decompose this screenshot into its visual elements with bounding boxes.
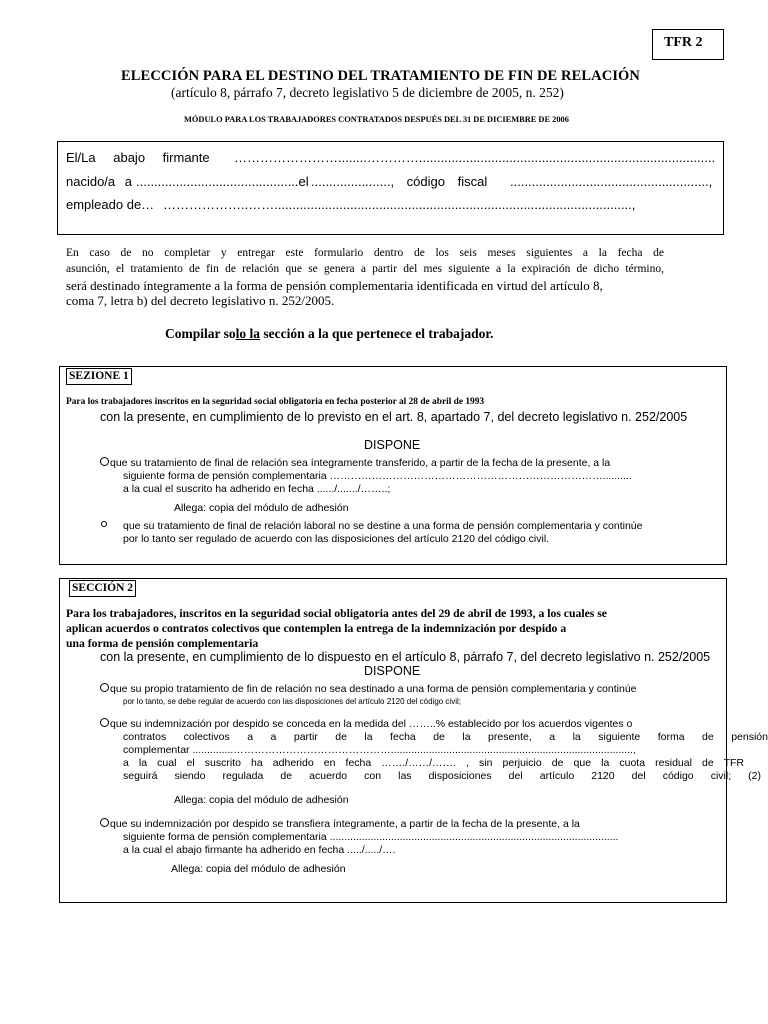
page-subtitle: (artículo 8, párrafo 7, decreto legislativo 5 de diciembre de 2005, n. 252): [171, 85, 564, 100]
instruction-pre: Compilar so: [165, 326, 236, 341]
section-2-attachment: Allega: copia del módulo de adhesión: [174, 794, 349, 806]
section-1-adhesion-date[interactable]: a la cual el suscrito ha adherido en fecha ....../......./……..;: [123, 483, 391, 495]
section-2-option-2-cont: seguirá siendo regulada de acuerdo con las disposiciones del artículo 2120 del código civil; (2): [123, 770, 761, 782]
employer-label: empleado de…: [66, 197, 155, 212]
section-2-attachment-2: Allega: copia del módulo de adhesión: [171, 863, 346, 875]
notice-line: asunción, el tratamiento de fin de relación que se genera a partir del mes siguiente a la expiración de dicho término,: [66, 263, 664, 275]
page-title: ELECCIÓN PARA EL DESTINO DEL TRATAMIENTO DE FIN DE RELACIÓN: [121, 68, 641, 84]
section-2-pension-field-2[interactable]: siguiente forma de pensión complementaria ...................................................................................................: [123, 831, 619, 843]
section-2-option-1[interactable]: [100, 683, 637, 695]
section-2-pension-field[interactable]: complementar ..............………………………………………...................................................................................,: [123, 744, 636, 756]
section-1-option-2[interactable]: que su tratamiento de final de relación laboral no se destine a una forma de pensión complementaria y continúe: [123, 520, 643, 532]
instruction-post: sección a la que pertenece el trabajador.: [260, 326, 494, 341]
section-2-adhesion-date[interactable]: a la cual el suscrito ha adherido en fecha ……./……/……. , sin perjuicio de que la cuota residual de TFR: [123, 757, 744, 769]
radio-icon[interactable]: [100, 818, 109, 827]
section-1-eligibility: Para los trabajadores inscritos en la seguridad social obligatoria en fecha posterior al 28 de abril de 1993: [66, 397, 485, 407]
section-2-eligibility: aplican acuerdos o contratos colectivos que contemplen la entrega de la indemnización por despido a: [66, 622, 567, 635]
section-1-option-2-radio[interactable]: [101, 520, 107, 532]
notice-line: será destinado íntegramente a la forma de pensión complementaria identificada en virtud del artículo 8,: [66, 278, 603, 293]
notice-line: coma 7, letra b) del decreto legislativo n. 252/2005.: [66, 293, 335, 308]
section-2-intro: con la presente, en cumplimiento de lo dispuesto en el artículo 8, párrafo 7, del decreto legislativo n. 252/2005: [100, 650, 711, 664]
option-text: que su indemnización por despido se transfiera íntegramente, a partir de la fecha de la presente, a la: [110, 818, 580, 830]
radio-icon[interactable]: [100, 683, 109, 692]
radio-icon[interactable]: [101, 521, 107, 527]
employer-field[interactable]: ………………..……...................................................................................................,: [163, 197, 636, 212]
section-1-dispone: DISPONE: [364, 438, 421, 452]
tax-code-field[interactable]: .......................................................,: [510, 174, 713, 189]
tax-code-label[interactable]: ......................, código fiscal: [311, 174, 488, 189]
section-2-option-3[interactable]: [100, 818, 580, 830]
module-line: MÓDULO PARA LOS TRABAJADORES CONTRATADOS DESPUÉS DEL 31 DE DICIEMBRE DE 2006: [184, 115, 569, 124]
instruction-underlined: lo la: [235, 326, 261, 341]
section-1-attachment: Allega: copia del módulo de adhesión: [174, 502, 349, 514]
option-text: que su indemnización por despido se conceda en la medida del ……..% establecido por los acuerdos vigentes o: [110, 718, 633, 730]
radio-icon[interactable]: [100, 718, 109, 727]
section-2-adhesion-date-2[interactable]: a la cual el abajo firmante ha adherido en fecha ...../...../….: [123, 844, 396, 856]
section-1-pension-field[interactable]: siguiente forma de pensión complementaria ……………………………………………………………………..........: [123, 470, 632, 482]
section-2-dispone: DISPONE: [364, 664, 421, 678]
section-2-eligibility: una forma de pensión complementaria: [66, 637, 259, 650]
notice-line: En caso de no completar y entregar este formulario dentro de los seis meses siguientes a la fecha de: [66, 247, 664, 259]
birthdate-label[interactable]: .............................................el: [136, 174, 309, 189]
section-1-heading: SEZIONE 1: [66, 368, 132, 385]
birthplace-label: nacido/a a: [66, 174, 132, 189]
radio-icon[interactable]: [100, 457, 109, 466]
option-text: que su propio tratamiento de fin de relación no sea destinado a una forma de pensión complementaria y continúe: [110, 683, 637, 695]
section-2-option-2-cont: contratos colectivos a a partir de la fecha de la presente, a la siguiente forma de pensión: [123, 731, 768, 743]
form-code: TFR 2: [664, 35, 703, 50]
section-1-intro: con la presente, en cumplimiento de lo previsto en el art. 8, apartado 7, del decreto legislativo n. 252/2005: [100, 410, 688, 424]
section-2-heading: SECCIÓN 2: [69, 580, 136, 597]
option-text: que su tratamiento de final de relación sea íntegramente transferido, a partir de la fecha de la presente, a la: [110, 457, 611, 469]
section-2-option-2[interactable]: [100, 718, 632, 730]
section-1-option-1[interactable]: [100, 457, 610, 469]
instruction: [165, 326, 494, 342]
signer-name-label: El/La abajo firmante: [66, 150, 210, 165]
signer-name-field[interactable]: ……………………........…………..................................................................................: [234, 150, 716, 165]
section-1-option-2-cont: por lo tanto ser regulado de acuerdo con las disposiciones del artículo 2120 del código civil.: [123, 533, 550, 545]
section-2-option-1-cont: por lo tanto, se debe regular de acuerdo con las disposiciones del artículo 2120 del código civil;: [123, 697, 461, 706]
section-2-eligibility: Para los trabajadores, inscritos en la seguridad social obligatoria antes del 29 de abril de 1993, a los cuales se: [66, 607, 607, 620]
